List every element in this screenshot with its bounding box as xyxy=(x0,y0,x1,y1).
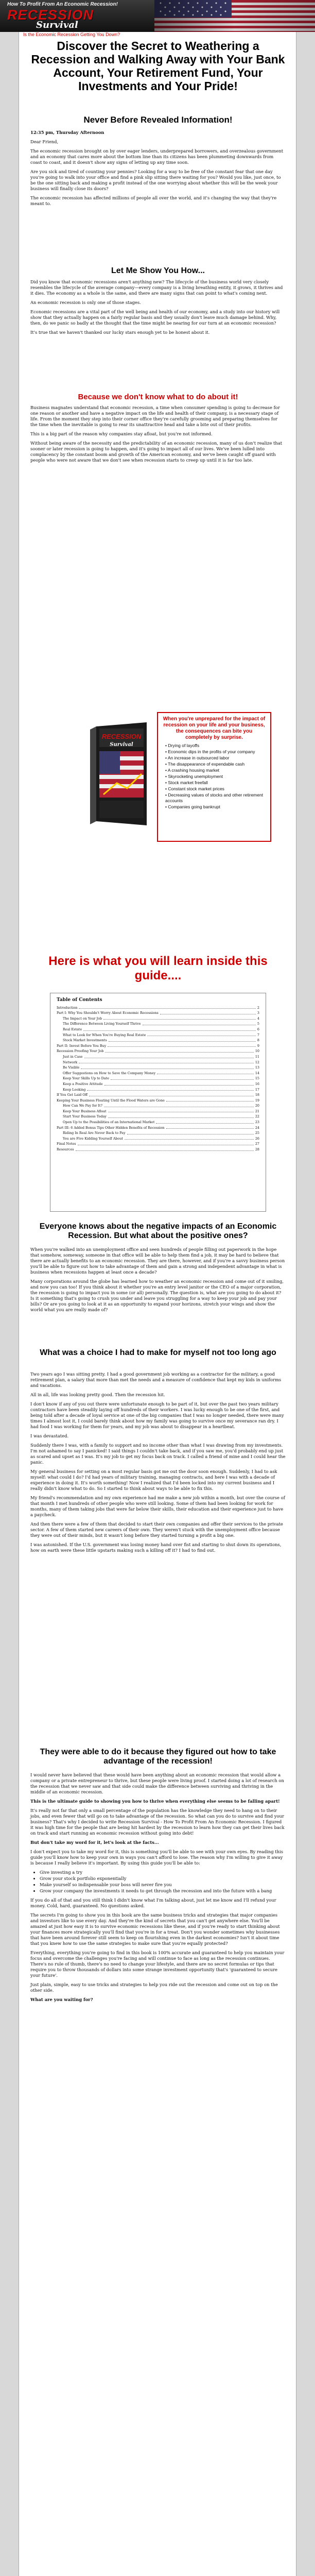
logo-word[interactable]: RECESSION xyxy=(7,7,94,23)
intro-section xyxy=(30,130,286,210)
section-title-advantage: They were able to do it because they figured out how to take advantage of the recession! xyxy=(40,1748,276,1766)
toc-leader xyxy=(87,1087,254,1091)
consequences-box xyxy=(157,712,271,842)
body-paragraph: Everything, everything you're going to find in this book is 100% accurate and guaranteed to help you maintain your focus and overcome the challenges you're facing and will continue to face as long as the recession continues. There's no rule of thumb, there's no need to change your lifestyle, and there are no secret formulas or tips that require you to throw thousands of dollars into some strange investment opportunity that's 'guaranteed to secure your future'. xyxy=(30,1950,285,1978)
toc-label: Start Your Business Today xyxy=(63,1114,107,1119)
toc-row xyxy=(57,1098,259,1104)
logo-script: Survival xyxy=(36,20,78,30)
section-dont-know xyxy=(30,405,286,467)
toc-leader xyxy=(109,1038,256,1042)
header-tagline: How To Profit From An Economic Recession! xyxy=(7,2,118,7)
toc-page: 13 xyxy=(255,1065,259,1070)
svg-text:Survival: Survival xyxy=(110,742,133,748)
body-paragraph: The secrets I'm going to show you in this book are the same business tricks and strategies that major companies and investors like to use every day. And they're the kind of secrets that you can't get anywhere else. You'll be amazed at just how easy it is to survive economic recessions like these, and if you're ready to start thinking about your finances more strategically you'll find that you're in for a treat. Don't you wonder sometimes why businesses that have been around forever still seem to keep on flourishing even in the darkest economies? Isn't it about time that you knew how to use the same strategies to make sure that you're equally protected? xyxy=(30,1912,280,1946)
content-sheet xyxy=(19,32,296,2576)
toc-row xyxy=(57,1120,259,1125)
toc-leader xyxy=(156,1120,253,1124)
toc-label: Introduction xyxy=(57,1005,78,1010)
toc-row xyxy=(57,1054,259,1060)
benefits-list xyxy=(40,1870,286,1894)
section-choice xyxy=(30,1371,286,1557)
toc-rows xyxy=(57,1005,259,1153)
headline: Discover the Secret to Weathering a Recession and Walking Away with Your Bank Account, Your Retirement Fund, Your Investments and Your Pride! xyxy=(31,39,285,93)
toc-page: 26 xyxy=(255,1136,259,1141)
benefit-item: • Grow your company the investments it needs to get through the recession and into the future with a bang xyxy=(40,1888,286,1894)
toc-page: 22 xyxy=(255,1114,259,1119)
toc-leader xyxy=(79,1060,254,1064)
toc-label: Offer Suggestions on How to Save the Company Money xyxy=(63,1071,156,1075)
toc-row xyxy=(57,1130,259,1136)
toc-leader xyxy=(78,1141,254,1145)
toc-label: Keep Looking xyxy=(63,1087,86,1092)
toc-row xyxy=(57,1027,259,1032)
toc-row xyxy=(57,1038,259,1043)
body-paragraph: Did you know that economic recessions aren't anything new? The lifecycle of the business world very closely resembles the lifecycle of the average company—every company is a living breathing entity, it grows, it thrives and it dies. The economy as a whole is the same, and there are many signs that can point to what's coming next. xyxy=(30,279,283,296)
body-paragraph: Two years ago I was sitting pretty. I had a good government job working as a contractor for the military, a good retirement plan, a salary that more than met the needs and a measure of confidence that kept my kids in uniforms and vacations. xyxy=(30,1371,282,1388)
toc-row xyxy=(57,1103,259,1109)
consequence-item: • Stock market freefall xyxy=(165,780,208,785)
toc-page: 28 xyxy=(255,1147,259,1152)
body-paragraph: I don't expect you to take my word for it, this is something you'll be able to see with your own eyes. By reading this guide you'll know how to keep your own in ways you can't afford to lose. The reason why I'm willing to give it away is because I really believe it's important. By using this guide you'll be able to: xyxy=(30,1849,284,1866)
toc-label: The Impact on Your Job xyxy=(63,1016,102,1021)
toc-page: 10 xyxy=(255,1049,259,1054)
toc-label: Open Up to the Possibilities of an International Market xyxy=(63,1120,155,1125)
benefit-item: • Make yourself so indispensable your boss will never fire you xyxy=(40,1882,286,1888)
consequences-title: When you're unprepared for the impact of recession on your life and your business, the consequences can bite you completely by surprise. xyxy=(163,716,266,740)
toc-leader xyxy=(108,1043,256,1047)
toc-leader xyxy=(104,1081,254,1086)
toc-label: What to Look for When You're Buying Real Estate xyxy=(63,1032,146,1037)
toc-page: 11 xyxy=(255,1054,259,1059)
body-paragraph: Business magnates understand that economic recession, a time when consumer spending is going to decrease for one reason or another and have a negative impact on the life and health of their company, is a necessary stage of life. From the moment they step into their corner office they're carefully grooming and preparing themselves for the time when the inevitable is going to rear its unattractive head and take a bite out of their profits. xyxy=(30,405,280,427)
toc-page: 7 xyxy=(257,1032,259,1037)
section-title-dont-know: Because we don't know what to do about it! xyxy=(78,393,238,401)
toc-leader xyxy=(89,1092,254,1096)
body-paragraph: This is the ultimate guide to showing you how to thrive when everything else seems to be falling apart! xyxy=(30,1799,280,1804)
toc-page: 3 xyxy=(257,1011,259,1015)
consequence-item: • Constant stock market prices xyxy=(165,786,224,791)
consequence-item: • Skyrocketing unemployment xyxy=(165,774,223,779)
toc-leader xyxy=(108,1109,254,1113)
toc-leader xyxy=(79,1005,255,1009)
american-flag-image xyxy=(154,0,315,32)
consequence-item: • Decreasing values of stocks and other retirement accounts xyxy=(165,792,264,803)
body-paragraph: Without being aware of the necessity and the predictability of an economic recession, many of us don't realize that sooner or later recession is going to happen, and it's going to impact all of our lives. We've been lulled into complacency by the constant boom and growth of the American economy, and we've been caught off guard with people who were not aware that we don't see when recession starts to creep up until it is far too late. xyxy=(30,440,283,463)
toc-leader xyxy=(103,1016,256,1020)
body-paragraph: An economic recession is only one of those stages. xyxy=(30,300,141,305)
toc-page: 15 xyxy=(255,1076,259,1081)
toc-label: Final Notes xyxy=(57,1142,76,1146)
body-paragraph: It's really not far that only a small percentage of the population has the knowledge they need to hang on to their jobs, and even fewer that will go on to take advantage of the recession. So what can you do to survive and find your business? That's why I decided to write Recession Survival - How To Profit From An Economic Recession. I figured it was high time for the people that are being hit hardest by the recession to learn how they can get their lives back on track and start running an economic recession without going into debt! xyxy=(30,1808,285,1836)
toc-leader xyxy=(76,1147,254,1151)
intro-paragraph: The economic recession brought on by over eager lenders, underprepared borrowers, and overzealous government and an economy that cares more about the bottom line than its citizens has been plummeting downwards from coast to coast, and it doesn't show any signs of letting up any time soon. xyxy=(30,148,284,165)
table-of-contents xyxy=(50,993,266,1212)
intro-paragraph: The economic recession has affected millions of people all over the world, and it's changing the way that they're meant to. xyxy=(30,195,277,206)
section-positive xyxy=(30,1247,286,1316)
toc-leader xyxy=(84,1054,254,1058)
toc-page: 16 xyxy=(255,1081,259,1086)
toc-label: How Can We Pay for It? xyxy=(63,1104,102,1108)
toc-page: 19 xyxy=(255,1098,259,1103)
body-paragraph: My friend's recommendation and my own experience had me make a new job within a month, but over the course of that month I met hundreds of other people who were still looking. Some of them had been looking for work for months, many of them taking jobs that were far below their skills, their education and their experience just to have a paycheck. xyxy=(30,1495,285,1517)
body-paragraph: Many corporations around the globe has learned how to weather an economic recession and come out of it smiling, and now you can too! If you think about it whether you're an entry level janitor or the CEO of a major corporation, the recession is going to impact you in some (or all) personally. The question is, what are you going to do about it? Is it something that's going to crush you under and leave you struggling for a way to keep your job and pay your bills? Or are you going to look at it as an opportunity to expand your horizons, stretch your wings and show the world what you are really made of? xyxy=(30,1279,284,1312)
benefit-item: • Grow your stock portfolio exponentially xyxy=(40,1876,286,1882)
ebook-cover-image xyxy=(86,722,153,831)
toc-leader xyxy=(147,1032,256,1037)
toc-page: 24 xyxy=(255,1125,259,1130)
toc-row xyxy=(57,1065,259,1071)
toc-label: Keep a Positive Attitude xyxy=(63,1081,103,1086)
toc-page: 21 xyxy=(255,1109,259,1113)
consequence-item: • Drying of layoffs xyxy=(165,743,200,748)
toc-row xyxy=(57,1021,259,1027)
toc-label: Keep Your Skills Up to Date xyxy=(63,1076,109,1081)
toc-row xyxy=(57,1048,259,1054)
toc-row xyxy=(57,1010,259,1016)
salutation: Dear Friend, xyxy=(30,139,59,144)
body-paragraph: And then there were a few of them that decided to start their own companies and offer their services to the private sector. A few of them started new careers of their own. They weren't stuck with the unemployment office because they were out of their minds, but it wasn't long before they started turning a profit a big one. xyxy=(30,1521,283,1538)
toc-row xyxy=(57,1141,259,1147)
body-paragraph: Economic recessions are a vital part of the well being and health of our economy, and a study into our history will show that they actually happen on a fairly regular basis and they usually don't leave much damage behind. Why, then, do we panic so badly at the thought that the time might be nearing for our turn at an economic recession? xyxy=(30,309,280,326)
body-paragraph: Just plain, simple, easy to use tricks and strategies to help you ride out the recession and come out on top on the other side. xyxy=(30,1982,278,1993)
section-title-show-you: Let Me Show You How... xyxy=(111,266,205,275)
toc-row xyxy=(57,1032,259,1038)
toc-label: You are Five Kidding Yourself About xyxy=(63,1136,123,1141)
toc-leader xyxy=(105,1048,254,1053)
benefit-item: • Give investing a try xyxy=(40,1870,286,1875)
toc-page: 9 xyxy=(257,1043,259,1048)
section-title-choice: What was a choice I had to make for myself not too long ago xyxy=(40,1348,276,1357)
toc-page: 6 xyxy=(257,1027,259,1031)
toc-leader xyxy=(160,1010,256,1014)
consequence-item: • Companies going bankrupt xyxy=(165,804,220,809)
toc-row xyxy=(57,1109,259,1114)
letter-date: 12:35 pm, Thursday Afternoon xyxy=(30,130,104,135)
toc-page: 12 xyxy=(255,1060,259,1064)
body-paragraph: If you do all of that and you still think I didn't know what I'm talking about, just let me know and I'll refund your money. Cold, hard, guaranteed. No questions asked. xyxy=(30,1897,276,1908)
toc-row xyxy=(57,1136,259,1142)
toc-page: 8 xyxy=(257,1038,259,1043)
consequence-item: • The disappearance of expendable cash xyxy=(165,761,245,767)
toc-label: If You Get Laid Off xyxy=(57,1093,88,1097)
toc-leader xyxy=(111,1076,254,1080)
section-show-you xyxy=(30,279,286,339)
consequence-item: • An increase in outsourced labor xyxy=(165,755,230,760)
body-paragraph: It's true that we haven't thanked our lucky stars enough yet to be honest about it. xyxy=(30,330,210,335)
body-paragraph: When you're walked into an unemployment office and seen hundreds of people filling out paperwork in the hope that somehow, someway, someone in that office will be able to help them find a job, it may be hard to believe that there are actually benefits to an economic recession. They are there, however, and if you're a savvy business person you'll be able to figure out how to take advantage of them and gain a strong and independent advantage in what is business when recessions happen at least once a decade? xyxy=(30,1247,285,1275)
toc-leader xyxy=(83,1027,256,1031)
toc-row xyxy=(57,1076,259,1081)
toc-row xyxy=(57,1005,259,1011)
toc-label: Real Estate xyxy=(63,1027,82,1031)
toc-page: 14 xyxy=(255,1071,259,1075)
consequences-list xyxy=(158,743,270,810)
toc-label: Part I: Why You Shouldn't Worry About Economic Recessions xyxy=(57,1011,159,1015)
consequence-item: • Economic dips in the profits of your company xyxy=(165,749,255,754)
toc-page: 17 xyxy=(255,1087,259,1092)
body-paragraph: This is a big part of the reason why companies stay afloat, but you're not informed. xyxy=(30,431,213,436)
toc-row xyxy=(57,1071,259,1076)
toc-page: 4 xyxy=(257,1016,259,1021)
toc-row xyxy=(57,1060,259,1065)
body-paragraph: All in all, life was looking pretty good. Then the recession hit. xyxy=(30,1392,165,1397)
toc-label: Stock Market Investments xyxy=(63,1038,107,1043)
toc-leader xyxy=(108,1114,254,1118)
toc-leader xyxy=(143,1021,256,1025)
toc-row xyxy=(57,1125,259,1131)
toc-label: Recession Proofing Your Job xyxy=(57,1049,104,1054)
body-paragraph: I don't know if any of you out there were unfortunate enough to be part of it, but over the past two years military contractors have been steadily laying off hundreds of their workers. I was lucky enough to be one of the first, and being told after a decade of loyal service at one of the big companies that I was no longer needed, there were many times I almost lost it, I could barely think about how my family was going to survive once my severance ran dry. I had food I was working for them for years, and my job was about to disappear in a heartbeat. xyxy=(30,1401,284,1429)
toc-label: Part II: Invest Before You Buy xyxy=(57,1043,107,1048)
toc-leader xyxy=(157,1071,254,1075)
toc-row xyxy=(57,1114,259,1120)
site-header xyxy=(0,0,315,32)
consequence-item: • A crashing housing market xyxy=(165,768,220,773)
toc-title: Table of Contents xyxy=(57,997,102,1003)
section-title-positive: Everyone knows about the negative impacts of an Economic Recession. But what about the positive ones? xyxy=(39,1222,277,1240)
learn-headline: Here is what you will learn inside this guide.... xyxy=(48,954,268,982)
toc-row xyxy=(57,1092,259,1098)
toc-row xyxy=(57,1081,259,1087)
toc-page: 18 xyxy=(255,1093,259,1097)
toc-label: Just in Case xyxy=(63,1054,83,1059)
body-paragraph: Suddenly there I was, with a family to support and no income other than what I was drawing from my investments. I'm not ashamed to say I panicked! I said things I couldn't take back, and if you saw me, you'd probably end up just as scared and upset as I was. It's my job to get my focus back on track. I called a friend of mine and I could hear the panic. xyxy=(30,1443,286,1465)
toc-leader xyxy=(166,1098,254,1102)
body-paragraph: I was astonished. If the U.S. government was losing money hand over fist and starting to shut down its operations, how on earth were these little upstarts making such a killing off it? I had to find out. xyxy=(30,1542,282,1553)
toc-leader xyxy=(104,1103,254,1107)
toc-label: Part III: 6 Added Bonus Tips Other Hidden Benefits of Recession xyxy=(57,1125,165,1130)
toc-page: 20 xyxy=(255,1104,259,1108)
toc-leader xyxy=(127,1130,254,1134)
svg-text:RECESSION: RECESSION xyxy=(101,733,142,740)
toc-leader xyxy=(81,1065,254,1069)
toc-label: Resources xyxy=(57,1147,74,1152)
body-paragraph: I would never have believed that these would have been anything about an economic recession that would allow a company or a private entrepreneur to thrive, but these people were living proof. I started doing a lot of research on the recession that we never saw and that side could make the difference between surviving and thriving in the middle of an economic recession. xyxy=(30,1772,284,1794)
toc-page: 23 xyxy=(255,1120,259,1125)
toc-label: Keeping Your Business Floating Until the Flood Waters are Gone xyxy=(57,1098,165,1103)
toc-leader xyxy=(166,1125,254,1129)
section-advantage xyxy=(30,1772,286,2006)
toc-page: 5 xyxy=(257,1022,259,1026)
body-paragraph: What are you waiting for? xyxy=(30,1997,93,2002)
toc-page: 27 xyxy=(255,1142,259,1146)
toc-label: The Difference Between Living Yourself Thrive xyxy=(63,1022,141,1026)
toc-row xyxy=(57,1147,259,1153)
preheadline: Is the Economic Recession Getting You Down? xyxy=(19,32,296,38)
body-paragraph: But don't take my word for it, let's look at the facts... xyxy=(30,1840,159,1845)
body-paragraph: My general business for setting on a most regular basis got me out the door soon enough. Suddenly, I had to ask myself: what could I do? I'd had years of military training, managing contracts, and here I was with a decade of experience in doing it. It's worth something! Now I realized that I'd been locked into my current business and I really didn't know what to do. So I started to think about ways to be able to fix this. xyxy=(30,1469,277,1491)
toc-row xyxy=(57,1087,259,1093)
intro-paragraph: Are you sick and tired of counting your pennies? Looking for a way to be free of the constant fear that one day you're going to walk into your office and find a pink slip sitting there waiting for you? Would you like, just once, to be the one sitting back and making a profit instead of the one worrying about whether this will be the week your business will finally close its doors? xyxy=(30,169,281,191)
toc-leader xyxy=(125,1136,254,1140)
toc-label: Network xyxy=(63,1060,78,1064)
toc-row xyxy=(57,1016,259,1022)
toc-label: Riding In Real Are Never Back to Pay xyxy=(63,1131,126,1136)
toc-row xyxy=(57,1043,259,1049)
body-paragraph: I was devastated. xyxy=(30,1433,69,1438)
toc-label: Be Visible xyxy=(63,1065,80,1070)
toc-page: 2 xyxy=(257,1005,259,1010)
subheadline: Never Before Revealed Information! xyxy=(83,115,233,125)
toc-page: 25 xyxy=(255,1131,259,1136)
toc-label: Keep Your Business Afloat xyxy=(63,1109,107,1113)
